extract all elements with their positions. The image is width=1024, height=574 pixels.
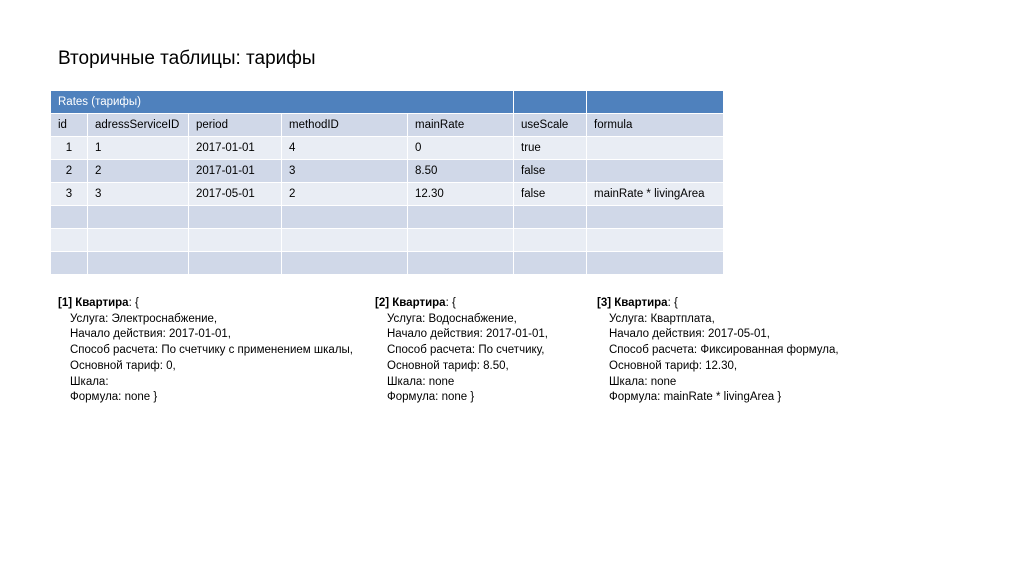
rates-table [50, 90, 724, 275]
table-cell-formula: mainRate * livingArea [587, 183, 724, 206]
note-heading [58, 296, 353, 312]
table-cell-period: 2017-01-01 [189, 160, 282, 183]
column-header-mainrate: mainRate [408, 114, 514, 137]
column-header-period: period [189, 114, 282, 137]
table-cell-period [189, 229, 282, 252]
table-cell-mainrate [408, 229, 514, 252]
table-cell-mainrate: 0 [408, 137, 514, 160]
table-cell-usescale [514, 229, 587, 252]
table-cell-formula [587, 137, 724, 160]
note-heading-label: [1] Квартира [58, 297, 129, 309]
table-cell-adressserviceid: 3 [88, 183, 189, 206]
table-cell-mainrate [408, 206, 514, 229]
table-cell-mainrate: 12.30 [408, 183, 514, 206]
table-cell-methodid [282, 229, 408, 252]
table-cell-methodid: 3 [282, 160, 408, 183]
table-cell-formula [587, 160, 724, 183]
note-line: Шкала: none [609, 375, 677, 388]
table-row [51, 160, 724, 183]
note-line: Услуга: Электроснабжение, [70, 312, 218, 325]
table-cell-id [51, 229, 88, 252]
table-cell-usescale: false [514, 160, 587, 183]
note-3 [597, 296, 839, 406]
note-heading [375, 296, 548, 312]
note-2 [375, 296, 548, 406]
table-caption-empty-cell [587, 91, 724, 114]
table-row [51, 183, 724, 206]
table-row [51, 229, 724, 252]
column-header-usescale: useScale [514, 114, 587, 137]
table-caption: Rates (тарифы) [51, 91, 514, 114]
table-cell-mainrate [408, 252, 514, 275]
table-cell-adressserviceid [88, 229, 189, 252]
note-line: Основной тариф: 8.50, [387, 359, 509, 372]
table-cell-formula [587, 206, 724, 229]
table-cell-id: 1 [51, 137, 88, 160]
note-line: Шкала: [70, 375, 109, 388]
note-1 [58, 296, 353, 406]
table-cell-methodid [282, 252, 408, 275]
note-line: Начало действия: 2017-01-01, [387, 328, 548, 341]
table-caption-empty-cell [514, 91, 587, 114]
table-cell-usescale: true [514, 137, 587, 160]
table-cell-mainrate: 8.50 [408, 160, 514, 183]
table-cell-period [189, 206, 282, 229]
note-heading-label: [3] Квартира [597, 297, 668, 309]
table-cell-formula [587, 252, 724, 275]
note-line: Услуга: Квартплата, [609, 312, 715, 325]
note-line: Шкала: none [387, 375, 455, 388]
note-heading-brace: : { [667, 297, 678, 309]
note-line: Способ расчета: По счетчику с применением шкалы, [70, 344, 353, 357]
note-line: Основной тариф: 0, [70, 359, 176, 372]
note-line: Формула: mainRate * livingArea } [609, 391, 782, 404]
table-cell-methodid [282, 206, 408, 229]
table-cell-id: 3 [51, 183, 88, 206]
table-row [51, 252, 724, 275]
table-cell-period: 2017-01-01 [189, 137, 282, 160]
note-line: Начало действия: 2017-05-01, [609, 328, 770, 341]
note-heading-brace: : { [445, 297, 456, 309]
page-title: Вторичные таблицы: тарифы [58, 48, 316, 69]
table-row [51, 206, 724, 229]
column-header-adressserviceid: adressServiceID [88, 114, 189, 137]
note-line: Услуга: Водоснабжение, [387, 312, 517, 325]
column-header-formula: formula [587, 114, 724, 137]
table-cell-methodid: 2 [282, 183, 408, 206]
note-line: Основной тариф: 12.30, [609, 359, 738, 372]
table-cell-adressserviceid [88, 206, 189, 229]
note-line: Способ расчета: По счетчику, [387, 344, 545, 357]
table-cell-adressserviceid [88, 252, 189, 275]
table-header-row [51, 114, 724, 137]
note-line: Формула: none } [70, 391, 158, 404]
table-cell-usescale: false [514, 183, 587, 206]
table-title-row [51, 91, 724, 114]
table-cell-period [189, 252, 282, 275]
note-heading-label: [2] Квартира [375, 297, 446, 309]
table-cell-methodid: 4 [282, 137, 408, 160]
note-line: Формула: none } [387, 391, 475, 404]
table-cell-usescale [514, 252, 587, 275]
table-cell-id [51, 252, 88, 275]
table-cell-period: 2017-05-01 [189, 183, 282, 206]
table-cell-formula [587, 229, 724, 252]
table-cell-id [51, 206, 88, 229]
column-header-id: id [51, 114, 88, 137]
table-cell-usescale [514, 206, 587, 229]
table-cell-adressserviceid: 2 [88, 160, 189, 183]
note-line: Способ расчета: Фиксированная формула, [609, 344, 839, 357]
column-header-methodid: methodID [282, 114, 408, 137]
note-heading [597, 296, 839, 312]
table-cell-id: 2 [51, 160, 88, 183]
note-line: Начало действия: 2017-01-01, [70, 328, 231, 341]
table-row [51, 137, 724, 160]
note-heading-brace: : { [128, 297, 139, 309]
table-cell-adressserviceid: 1 [88, 137, 189, 160]
